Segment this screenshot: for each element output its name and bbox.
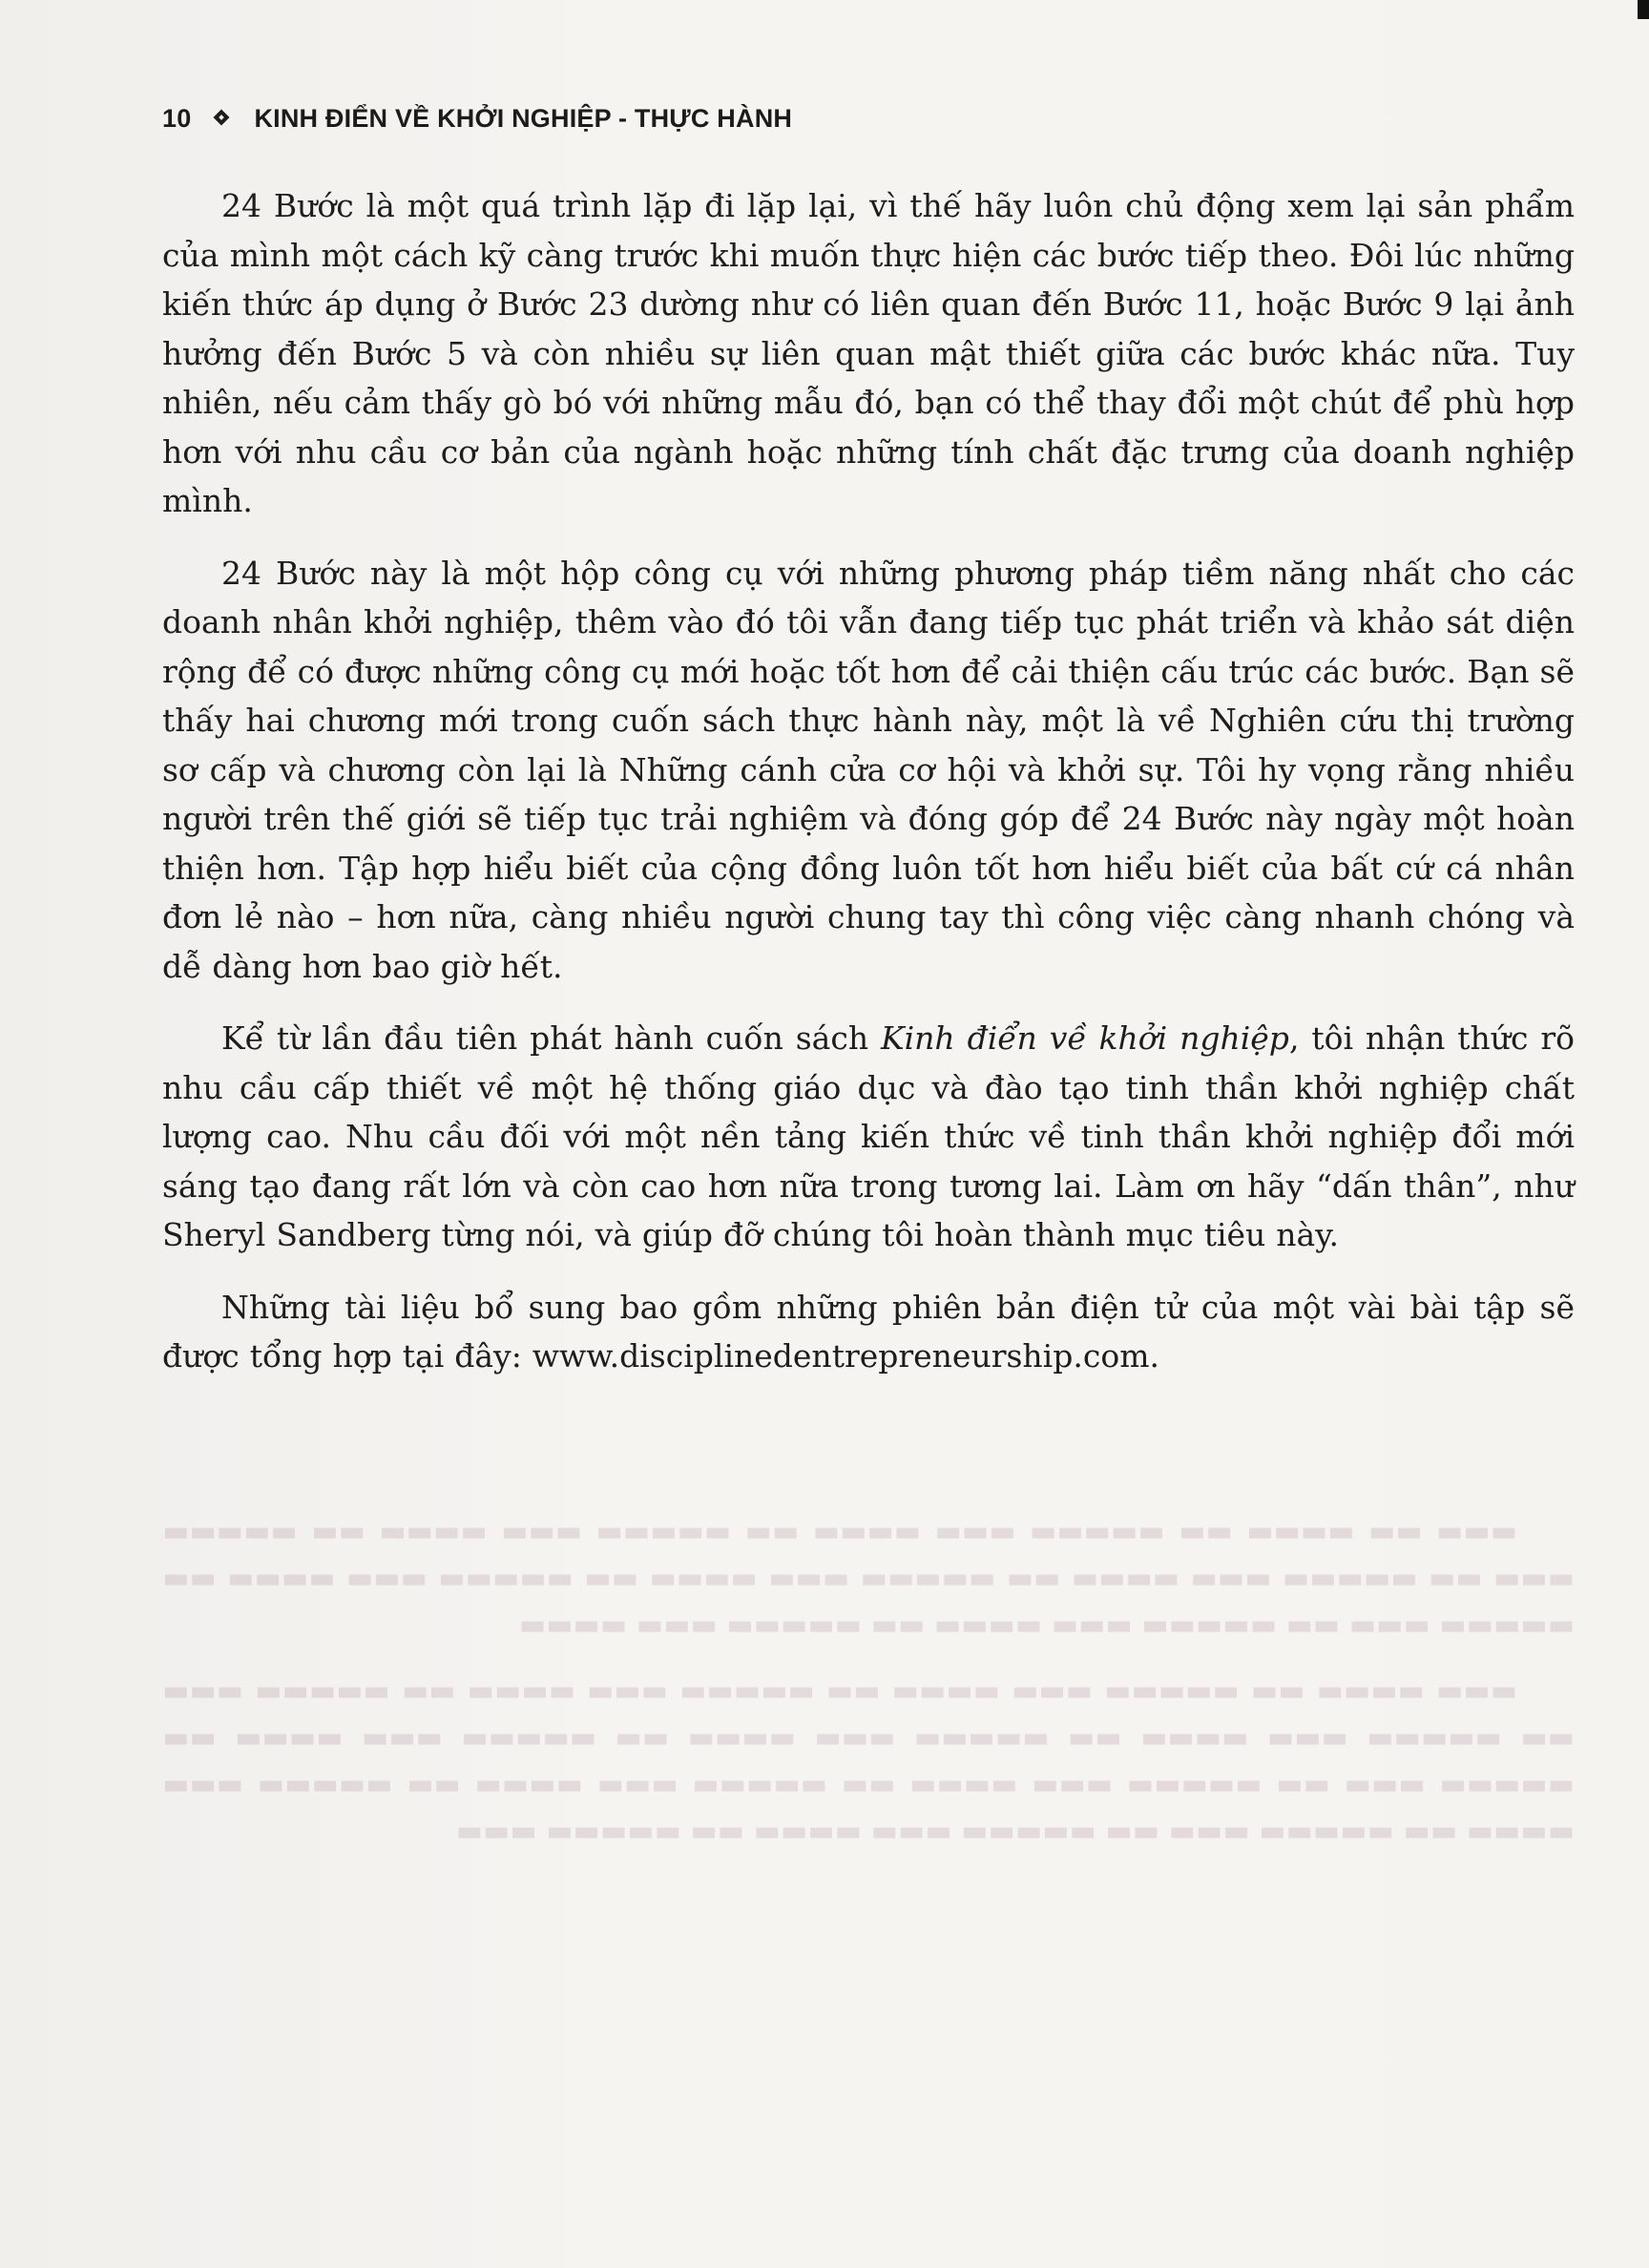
paragraph-1: 24 Bước là một quá trình lặp đi lặp lại, vì thế hãy luôn chủ động xem lại sản phẩm của mình một cách kỹ càng trước khi muốn thực hiện các bước tiếp theo. Đôi lúc những kiến thức áp dụng ở Bước 23 dường như có liên quan đến Bước 11, hoặc Bước 9 lại ảnh hưởng đến Bước 5 và còn nhiều sự liên quan mật thiết giữa các bước khác nữa. Tuy nhiên, nếu cảm thấy gò bó với những mẫu đó, bạn có thể thay đổi một chút để phù hợp hơn với nhu cầu cơ bản của ngành hoặc những tính chất đặc trưng của doanh nghiệp mình. (162, 187, 1575, 519)
book-title-italic: Kinh điển về khởi nghiệp (880, 1019, 1289, 1057)
bleed-through-texture: ▬▬▬ ▬▬ ▬▬▬▬ ▬▬ ▬▬▬▬▬ ▬▬▬ ▬▬▬▬ ▬▬ ▬▬▬▬▬ ▬▬▬ ▬▬▬▬ ▬▬ ▬▬▬▬▬ ▬▬▬ ▬▬ ▬▬▬▬▬ ▬▬▬ ▬▬▬▬ ▬▬ ▬▬▬▬▬ ▬▬▬ ▬▬▬▬ ▬▬ ▬▬▬▬▬ ▬▬▬ ▬▬▬▬ ▬▬ ▬▬▬▬▬ ▬▬▬ ▬▬ ▬▬▬▬▬ ▬▬▬ ▬▬▬▬ ▬▬ ▬▬▬▬▬ ▬▬▬ ▬▬▬▬ ▬▬▬ ▬▬▬▬ ▬▬ ▬▬▬▬▬ ▬▬▬ ▬▬▬▬ ▬▬ ▬▬▬▬▬ ▬▬▬ ▬▬▬▬ ▬▬ ▬▬▬▬▬ ▬▬▬ ▬▬ ▬▬▬▬▬ ▬▬▬ ▬▬▬▬ ▬▬ ▬▬▬▬▬ ▬▬▬ ▬▬▬▬ ▬▬ ▬▬▬▬▬ ▬▬▬ ▬▬▬▬ ▬▬ ▬▬▬▬▬ ▬▬▬ ▬▬ ▬▬▬▬▬ ▬▬▬ ▬▬▬▬ ▬▬ ▬▬▬▬▬ ▬▬▬ ▬▬▬▬ ▬▬ ▬▬▬▬▬ ▬▬▬ ▬▬▬▬ ▬▬ ▬▬▬▬▬ ▬▬▬ ▬▬ ▬▬▬▬▬ ▬▬▬ ▬▬▬▬ ▬▬ ▬▬▬▬▬ ▬▬▬ (162, 1515, 1575, 1848)
paragraph-3-text-after: , tôi nhận thức rõ nhu cầu cấp thiết về một hệ thống giáo dục và đào tạo tinh thần khởi nghiệp chất lượng cao. Nhu cầu đối với một nền tảng kiến thức về tinh thần khởi nghiệp đổi mới sáng tạo đang rất lớn và còn cao hơn nữa trong tương lai. Làm ơn hãy “dấn thân”, như Sheryl Sandberg từng nói, và giúp đỡ chúng tôi hoàn thành mục tiêu này. (162, 1019, 1575, 1253)
page-number: 10 (162, 103, 192, 133)
diamond-ornament-icon (212, 108, 233, 129)
scan-edge-mark (1638, 0, 1649, 19)
running-header-title: KINH ĐIỂN VỀ KHỞI NGHIỆP - THỰC HÀNH (254, 103, 793, 133)
paragraph-4: Những tài liệu bổ sung bao gồm những phiên bản điện tử của một vài bài tập sẽ được tổng hợp tại đây: www.disciplinedentrepreneurship.com. (162, 1288, 1575, 1375)
body-text (162, 181, 1575, 1381)
paragraph-3 (162, 1014, 1575, 1260)
paragraph-2: 24 Bước này là một hộp công cụ với những phương pháp tiềm năng nhất cho các doanh nhân khởi nghiệp, thêm vào đó tôi vẫn đang tiếp tục phát triển và khảo sát diện rộng để có được những công cụ mới hoặc tốt hơn để cải thiện cấu trúc các bước. Bạn sẽ thấy hai chương mới trong cuốn sách thực hành này, một là về Nghiên cứu thị trường sơ cấp và chương còn lại là Những cánh cửa cơ hội và khởi sự. Tôi hy vọng rằng nhiều người trên thế giới sẽ tiếp tục trải nghiệm và đóng góp để 24 Bước này ngày một hoàn thiện hơn. Tập hợp hiểu biết của cộng đồng luôn tốt hơn hiểu biết của bất cứ cá nhân đơn lẻ nào – hơn nữa, càng nhiều người chung tay thì công việc càng nhanh chóng và dễ dàng hơn bao giờ hết. (162, 554, 1575, 985)
running-header (162, 99, 792, 137)
paragraph-3-text-before: Kể từ lần đầu tiên phát hành cuốn sách (221, 1019, 881, 1057)
